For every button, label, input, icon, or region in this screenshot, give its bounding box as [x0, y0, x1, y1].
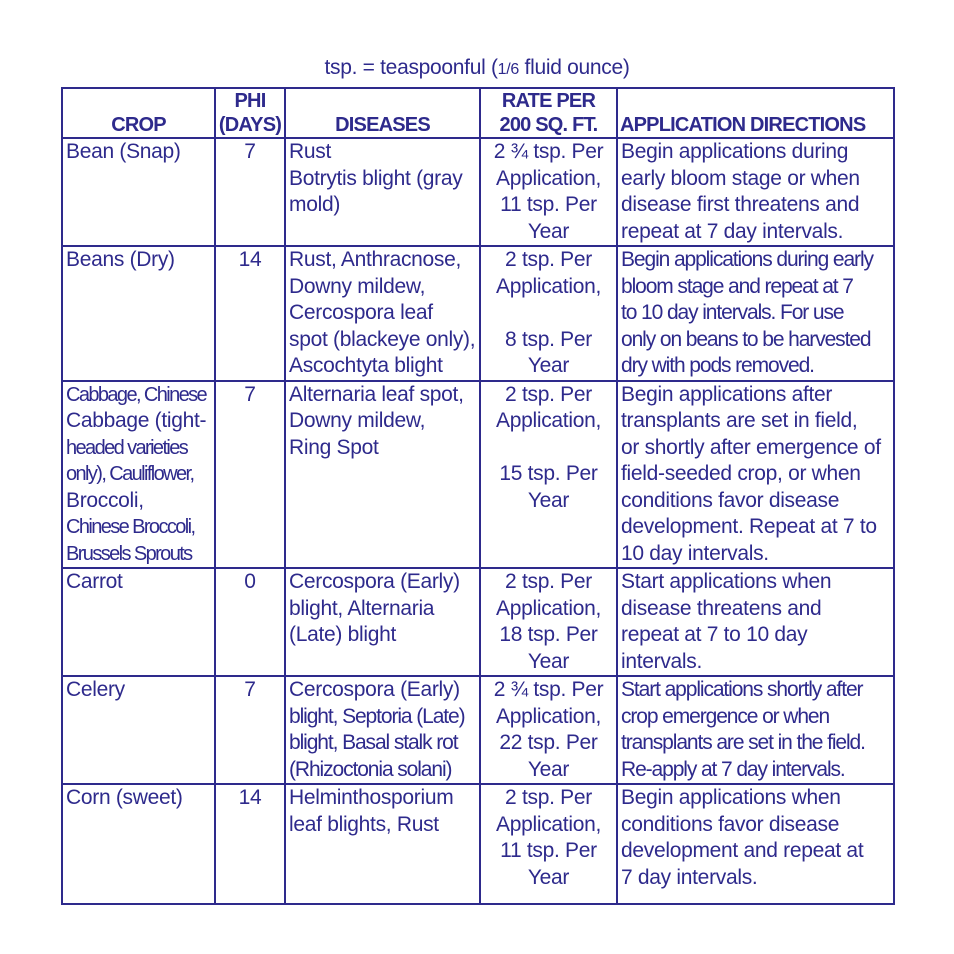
diseases-line: Downy mildew, — [289, 274, 426, 298]
unit-note-fraction: 1/6 — [497, 61, 520, 78]
unit-note-suffix: fluid ounce) — [519, 56, 630, 79]
rate-line: Application, — [496, 812, 601, 836]
cell-directions — [617, 246, 894, 381]
cell-diseases — [285, 138, 480, 246]
directions-line: Start applications when — [621, 570, 832, 593]
directions-line: 10 day intervals. — [621, 541, 769, 565]
diseases-line: Cercospora (Early) — [289, 570, 460, 593]
crop-line: Cabbage (tight- — [66, 409, 207, 432]
rate-line: Application, — [496, 409, 601, 432]
cell-phi: 7 — [215, 676, 285, 784]
cell-phi: 0 — [215, 568, 285, 676]
directions-line: dry with pods removed. — [621, 354, 814, 377]
table-row — [62, 246, 894, 381]
cell-diseases — [285, 246, 480, 381]
header-diseases: DISEASES — [285, 88, 480, 138]
diseases-line: leaf blights, Rust — [289, 812, 439, 836]
diseases-line: Helminthosporium — [289, 786, 454, 809]
diseases-line: Alternaria leaf spot, — [289, 382, 464, 406]
rate-line: 2 tsp. Per — [505, 248, 592, 271]
rate-line: 11 tsp. Per — [500, 839, 597, 862]
rate-line: Application, — [496, 704, 601, 728]
cell-rate — [480, 381, 617, 569]
rate-line: 15 tsp. Per — [499, 462, 598, 485]
directions-line: to 10 day intervals. For use — [621, 301, 844, 324]
diseases-line: (Rhizoctonia solani) — [289, 757, 452, 781]
table-header-row — [62, 88, 894, 138]
cell-rate — [480, 138, 617, 246]
diseases-line: Rust, Anthracnose, — [289, 248, 462, 271]
table-row — [62, 784, 894, 904]
crop-line: Beans (Dry) — [66, 248, 175, 271]
cell-crop — [62, 246, 215, 381]
diseases-line: blight, Alternaria — [289, 596, 435, 620]
directions-line: bloom stage and repeat at 7 — [621, 274, 853, 298]
diseases-line: mold) — [289, 193, 341, 216]
cell-phi: 14 — [215, 784, 285, 904]
rate-line: Application, — [496, 274, 601, 298]
header-phi-line1: PHI — [234, 90, 266, 112]
cell-rate — [480, 568, 617, 676]
diseases-line: Ring Spot — [289, 435, 379, 459]
directions-line: or shortly after emergence of — [621, 435, 881, 459]
rate-line — [484, 300, 613, 327]
fungicide-application-table — [61, 87, 895, 905]
cell-crop — [62, 381, 215, 569]
diseases-line: Rust — [289, 140, 331, 163]
cell-diseases — [285, 381, 480, 569]
directions-line: repeat at 7 day intervals. — [621, 219, 844, 243]
diseases-line: Ascochtyta blight — [289, 354, 443, 377]
rate-line: Application, — [496, 596, 601, 620]
cell-crop — [62, 138, 215, 246]
directions-line: disease first threatens and — [621, 193, 860, 216]
directions-line: repeat at 7 to 10 day — [621, 623, 808, 646]
directions-line: development and repeat at — [621, 839, 864, 862]
directions-line: intervals. — [621, 649, 703, 673]
cell-directions — [617, 138, 894, 246]
directions-line: field-seeded crop, or when — [621, 462, 861, 485]
directions-line: 7 day intervals. — [621, 865, 758, 889]
crop-line: headed varieties — [66, 436, 188, 459]
cell-directions — [617, 381, 894, 569]
rate-line: Application, — [496, 166, 601, 190]
rate-line: 2 ¾ tsp. Per — [493, 140, 604, 163]
crop-line: Corn (sweet) — [66, 786, 183, 809]
crop-line: Chinese Broccoli, — [66, 516, 195, 538]
cell-diseases — [285, 568, 480, 676]
rate-line: 2 ¾ tsp. Per — [493, 678, 604, 701]
directions-line: Start applications shortly after — [621, 678, 863, 701]
table-row — [62, 676, 894, 784]
cell-phi: 7 — [215, 381, 285, 569]
diseases-line: blight, Basal stalk rot — [289, 731, 458, 754]
diseases-line: spot (blackeye only), — [289, 327, 476, 351]
directions-line: conditions favor disease — [621, 812, 840, 836]
rate-line: Year — [527, 649, 570, 673]
header-rate-line2: 200 SQ. FT. — [499, 114, 598, 136]
table-row — [62, 138, 894, 246]
cell-crop — [62, 784, 215, 904]
directions-line: early bloom stage or when — [621, 166, 860, 190]
table-row — [62, 381, 894, 569]
rate-line: Year — [527, 488, 570, 512]
cell-directions — [617, 784, 894, 904]
diseases-line: Botrytis blight (gray — [289, 166, 463, 190]
cell-crop — [62, 568, 215, 676]
rate-line: 22 tsp. Per — [499, 731, 598, 754]
directions-line: development. Repeat at 7 to — [621, 515, 877, 538]
cell-rate — [480, 784, 617, 904]
rate-line: 2 tsp. Per — [505, 786, 592, 809]
directions-line: only on beans to be harvested — [621, 327, 871, 351]
crop-line: Cabbage, Chinese — [66, 383, 207, 406]
directions-line: Re-apply at 7 day intervals. — [621, 757, 845, 781]
cell-rate — [480, 246, 617, 381]
header-application-directions: APPLICATION DIRECTIONS — [617, 88, 894, 138]
rate-line: Year — [527, 219, 570, 243]
rate-line: 2 tsp. Per — [505, 570, 592, 593]
header-phi-line2: (DAYS) — [218, 114, 282, 136]
directions-line: Begin applications when — [621, 786, 841, 809]
directions-line: conditions favor disease — [621, 488, 840, 512]
table-row — [62, 568, 894, 676]
header-rate-line1: RATE PER — [501, 90, 596, 112]
directions-line: crop emergence or when — [621, 704, 830, 728]
directions-line: transplants are set in the field. — [621, 731, 865, 754]
crop-line: Bean (Snap) — [66, 140, 181, 163]
cell-directions — [617, 676, 894, 784]
cell-diseases — [285, 676, 480, 784]
crop-line: only), Cauliflower, — [66, 463, 194, 485]
directions-line: Begin applications after — [621, 382, 833, 406]
crop-line: Celery — [66, 678, 125, 701]
cell-directions — [617, 568, 894, 676]
directions-line: Begin applications during early — [621, 248, 873, 271]
crop-line: Broccoli, — [66, 488, 144, 512]
crop-line: Carrot — [66, 570, 123, 593]
rate-line: 18 tsp. Per — [499, 623, 598, 646]
diseases-line: Cercospora leaf — [289, 301, 433, 324]
cell-phi: 14 — [215, 246, 285, 381]
rate-line: Year — [527, 865, 570, 889]
header-crop: CROP — [62, 88, 215, 138]
header-phi — [215, 88, 285, 138]
diseases-line: (Late) blight — [289, 623, 396, 646]
diseases-line: blight, Septoria (Late) — [289, 704, 465, 728]
directions-line: disease threatens and — [621, 596, 822, 620]
cell-rate — [480, 676, 617, 784]
cell-diseases — [285, 784, 480, 904]
rate-line: 8 tsp. Per — [505, 327, 592, 351]
rate-line: Year — [527, 757, 570, 781]
unit-note-prefix: tsp. = teaspoonful ( — [324, 56, 498, 79]
diseases-line: Cercospora (Early) — [289, 678, 460, 701]
rate-line: 11 tsp. Per — [500, 193, 597, 216]
cell-phi: 7 — [215, 138, 285, 246]
rate-line: 2 tsp. Per — [505, 382, 592, 406]
directions-line: Begin applications during — [621, 140, 849, 163]
crop-line: Brussels Sprouts — [66, 542, 192, 565]
header-rate — [480, 88, 617, 138]
rate-line — [484, 435, 613, 462]
diseases-line: Downy mildew, — [289, 409, 426, 432]
cell-crop — [62, 676, 215, 784]
directions-line: transplants are set in field, — [621, 409, 858, 432]
unit-note — [0, 56, 954, 80]
rate-line: Year — [527, 354, 570, 377]
